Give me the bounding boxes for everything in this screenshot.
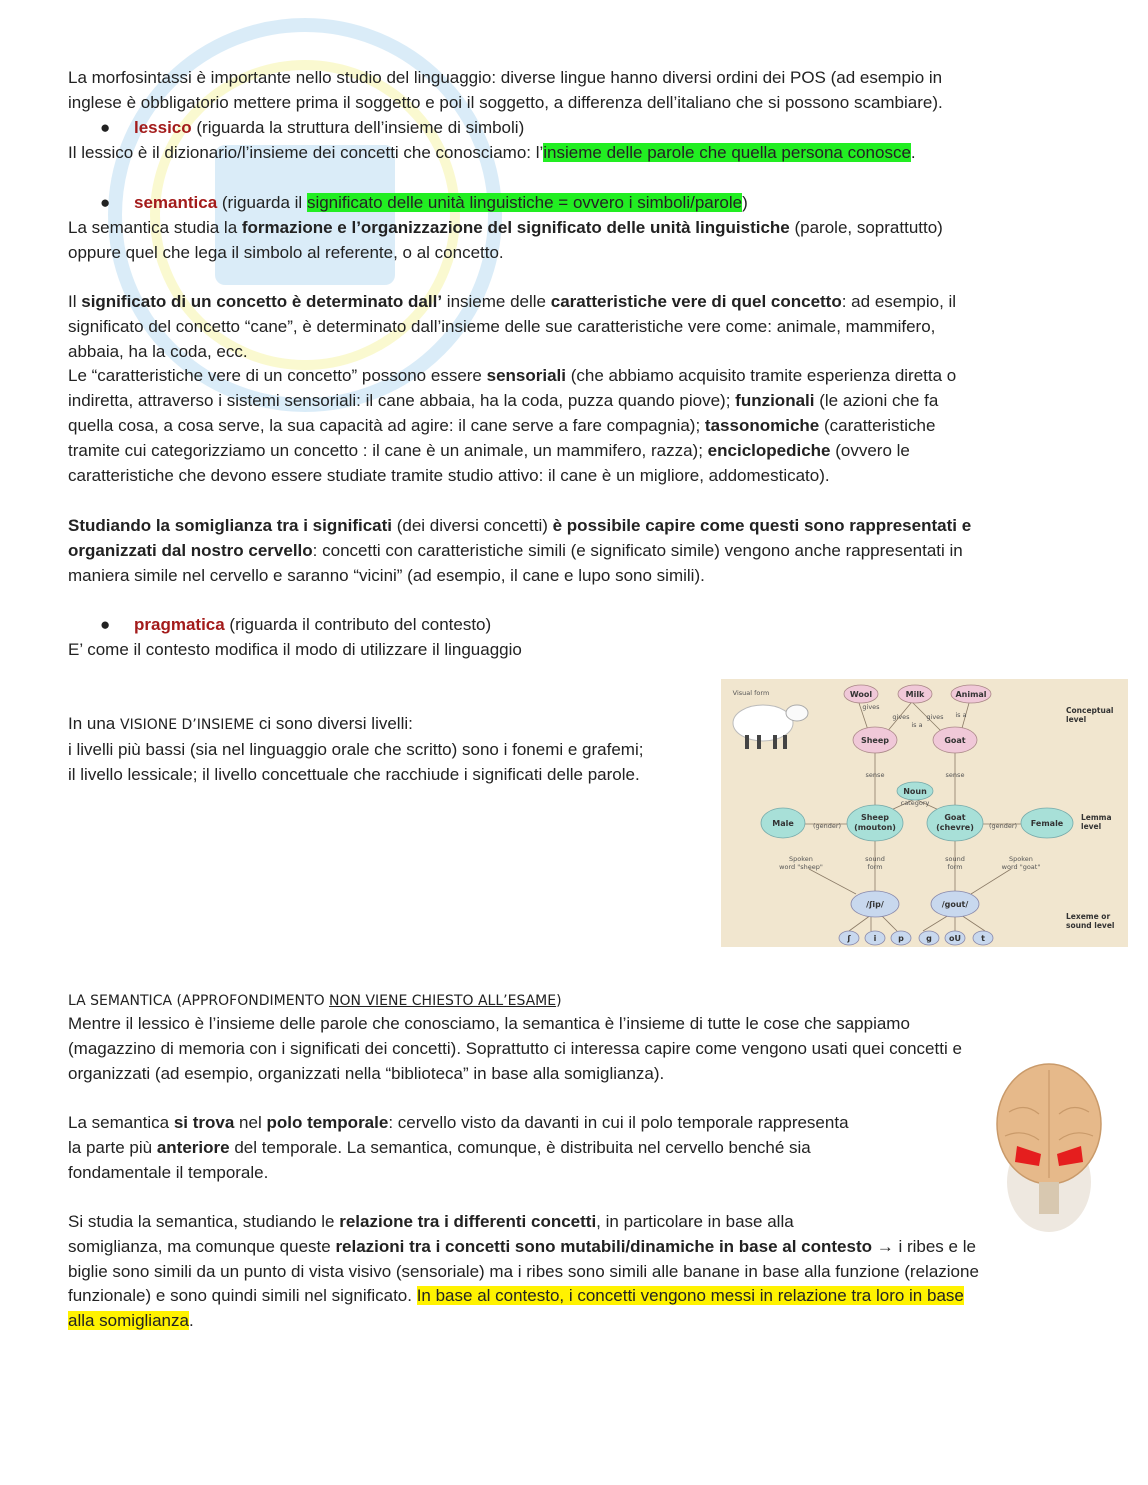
text-segment: insieme delle [442,292,551,311]
text-line: fondamentale il temporale. [68,1162,269,1182]
text-line: oppure quel che lega il simbolo al referente, o al concetto. [68,242,504,262]
green-highlight: insieme delle parole che quella persona conosce [543,143,911,162]
section-title-approfondimento [68,988,1078,1014]
label-spoken: Spoken [1009,855,1033,863]
text-line: Mentre il lessico è l’insieme delle parole che conosciamo, la semantica è l’insieme di tutte le cose che sappiamo [68,1014,910,1033]
text-segment: tramite cui categorizziamo un concetto : il cane è un animale, un mammifero, razza); [68,440,708,460]
label-sound-form: form [947,863,963,871]
term-description: (riguarda la struttura dell’insieme di simboli) [191,118,525,137]
text-segment: In una [68,714,120,733]
bold-text: relazione tra i differenti concetti [339,1212,597,1231]
text-segment: La semantica studia la [68,218,242,237]
text-segment: indiretta, attraverso i sistemi sensoriali: il cane abbaia, ha la coda, puzza quando piove); [68,391,736,411]
phoneme-node: oU [949,934,961,943]
label-is-a: is a [911,721,923,729]
text-segment: (parole, soprattutto) [789,218,943,237]
label-sound-form: sound [865,855,885,863]
bold-text: enciclopediche [707,440,831,460]
paragraph-visione [68,712,708,787]
paragraph-relazioni [68,1210,1078,1334]
bold-text: è possibile capire come questi sono rappresentati e [552,516,972,535]
level-label-lemma: level [1081,822,1102,831]
node-noun: Noun [903,787,927,796]
bullet-icon: ● [100,118,111,137]
node-male: Male [772,819,794,828]
phoneme-node: i [873,934,877,943]
level-label-lexeme: sound level [1066,921,1115,930]
label-gives: gives [892,713,910,721]
bold-text: tassonomiche [704,415,820,435]
node-goat: Goat [944,736,966,745]
text-line: La morfosintassi è importante nello studio del linguaggio: diverse lingue hanno diversi ordini dei POS (ad esempio in [68,68,943,87]
bullet-lessico [100,116,524,141]
text-segment: quella cosa, a cosa serve, la sua capacità ad agire: il cane serve a fare compagnia); [68,415,705,435]
paragraph-studiando [68,514,1078,588]
bold-text: si trova [173,1113,235,1132]
text-segment: ) [556,993,562,1009]
bold-text: organizzati dal nostro cervello [68,540,313,560]
text-line: E’ come il contesto modifica il modo di utilizzare il linguaggio [68,640,522,659]
bold-text: anteriore [156,1137,230,1157]
text-segment: , in particolare in base alla [596,1212,794,1231]
paragraph-approfondimento [68,1012,1078,1086]
paragraph-pragmatica [68,638,1078,663]
green-highlight: significato delle unità linguistiche = ovvero i simboli/parole [306,193,743,212]
bullet-semantica [100,191,748,216]
text-segment: → i ribes e le [872,1236,976,1256]
label-gender: (gender) [812,822,842,830]
phoneme-node: ʃ [847,934,851,943]
text-line: caratteristiche che devono essere studiate tramite studio attivo: il cane è un migliore, addomesticato). [68,465,830,485]
text-segment: VISIONE D’INSIEME [120,717,255,733]
paragraph-morfosintassi [68,66,1078,116]
underlined-text: NON VIENE CHIESTO ALL’ESAME [329,993,557,1009]
text-segment: (ovvero le [830,440,910,460]
brain-skull-image [995,1062,1103,1232]
label-spoken-word: word "sheep" [779,863,823,871]
label-sense: sense [865,771,885,779]
text-segment: LA SEMANTICA (APPROFONDIMENTO [68,993,330,1009]
text-segment: Il [68,292,82,311]
node-jip: /ʃip/ [866,900,884,909]
term-semantica: semantica [134,193,218,212]
bullet-icon: ● [100,193,111,212]
bullet-icon: ● [100,615,111,634]
text-segment: la parte più [68,1137,157,1157]
node-sheep-lemma: Sheep [860,813,890,822]
label-spoken: Spoken [789,855,813,863]
text-line: inglese è obbligatorio mettere prima il soggetto e poi il soggetto, a differenza dell’italiano che si possono scambiare). [68,92,943,112]
language-levels-diagram [721,679,1128,947]
label-sound-form: form [867,863,883,871]
label-gives: gives [862,703,880,711]
text-segment: . [188,1311,194,1331]
text-segment: Si studia la semantica, studiando le [68,1212,340,1231]
label-sound-form: sound [945,855,965,863]
text-segment: del temporale. La semantica, comunque, è distribuita nel cervello benché sia [229,1137,811,1157]
term-lessico: lessico [134,118,192,137]
node-animal: Animal [955,690,987,699]
text-segment: . [910,143,916,162]
term-description: (riguarda il contributo del contesto) [224,615,492,634]
paragraph-lessico [68,141,1078,166]
label-sense: sense [945,771,965,779]
text-segment: (che abbiamo acquisito tramite esperienza diretta o [565,366,957,386]
text-line: abbaia, ha la coda, ecc. [68,341,248,361]
node-gout: /gout/ [941,900,969,909]
paragraph-semantica [68,216,1078,266]
label-visual-form: Visual form [732,689,770,697]
bold-text: relazioni tra i concetti sono mutabili/dinamiche in base al contesto [335,1236,872,1256]
text-segment: La semantica [68,1113,174,1132]
bold-text: significato di un concetto è determinato dall’ [81,292,443,311]
phoneme-node: t [981,934,985,943]
level-label-conceptual: level [1066,715,1087,724]
bold-text: polo temporale [266,1113,389,1132]
text-line: biglie sono simili da un punto di vista visivo (sensoriale) ma i ribes sono simili alle banane in base alla funzione (relazione [68,1261,979,1281]
bold-text: funzionali [735,391,815,411]
text-segment: Il lessico è il dizionario/l’insieme dei concetti che conosciamo: l’ [68,143,544,162]
term-pragmatica: pragmatica [134,615,225,634]
text-segment: (le azioni che fa [814,391,939,411]
paragraph-polo-temporale [68,1111,948,1185]
text-segment: (caratteristiche [819,415,936,435]
label-is-a: is a [955,711,967,719]
text-line: (magazzino di memoria con i significati dei concetti). Soprattutto ci interessa capire come vengono usati quei concetti e [68,1038,962,1058]
text-segment: somiglianza, ma comunque queste [68,1236,336,1256]
text-line: il livello lessicale; il livello concettuale che racchiude i significati delle parole. [68,764,640,784]
text-segment: ci sono diversi livelli: [254,714,413,733]
bold-text: sensoriali [486,366,566,386]
node-milk: Milk [905,690,925,699]
level-label-conceptual: Conceptual [1066,706,1114,715]
text-segment: (dei diversi concetti) [392,516,553,535]
level-label-lexeme: Lexeme or [1066,912,1111,921]
bold-text: caratteristiche vere di quel concetto [550,292,842,311]
text-segment: : ad esempio, il [841,292,957,311]
text-segment: : cervello visto da davanti in cui il polo temporale rappresenta [388,1113,849,1132]
node-female: Female [1030,819,1064,828]
text-segment: Le “caratteristiche vere di un concetto” possono essere [68,366,487,386]
paragraph-significato [68,290,1078,488]
text-segment: : concetti con caratteristiche simili (e significato simile) vengono anche rappresentati in [312,540,963,560]
text-line: organizzati (ad esempio, organizzati nella “biblioteca” in base alla somiglianza). [68,1063,665,1083]
label-category: category [900,799,930,807]
yellow-highlight: In base al contesto, i concetti vengono messi in relazione tra loro in base [416,1286,964,1306]
label-spoken-word: word "goat" [1001,863,1041,871]
text-segment: funzionale) e sono quindi simili nel significato. [68,1286,417,1306]
sheep-image [733,705,808,749]
text-segment: nel [234,1113,267,1132]
label-gives: gives [926,713,944,721]
bullet-pragmatica [100,613,491,638]
text-line: maniera simile nel cervello e saranno “vicini” (ad esempio, il cane e lupo sono simili). [68,565,705,585]
bold-text: Studiando la somiglianza tra i significati [68,516,392,535]
node-goat-lemma: Goat [944,813,966,822]
node-sheep: Sheep [860,736,890,745]
phoneme-node: p [898,934,904,943]
text-segment: (riguarda il [217,193,307,212]
phoneme-node: g [926,934,932,943]
text-segment: ) [742,193,748,212]
text-line: i livelli più bassi (sia nel linguaggio orale che scritto) sono i fonemi e grafemi; [68,739,644,759]
yellow-highlight: alla somiglianza [68,1311,189,1331]
node-wool: Wool [849,690,873,699]
text-line: significato del concetto “cane”, è determinato dall’insieme delle sue caratteristiche vere come: animale, mammifero, [68,316,936,336]
node-sheep-lemma-fr: (mouton) [854,823,896,832]
bold-text: formazione e l’organizzazione del significato delle unità linguistiche [241,218,790,237]
node-goat-lemma-fr: (chevre) [936,823,974,832]
level-label-lemma: Lemma [1081,813,1112,822]
label-gender: (gender) [988,822,1018,830]
